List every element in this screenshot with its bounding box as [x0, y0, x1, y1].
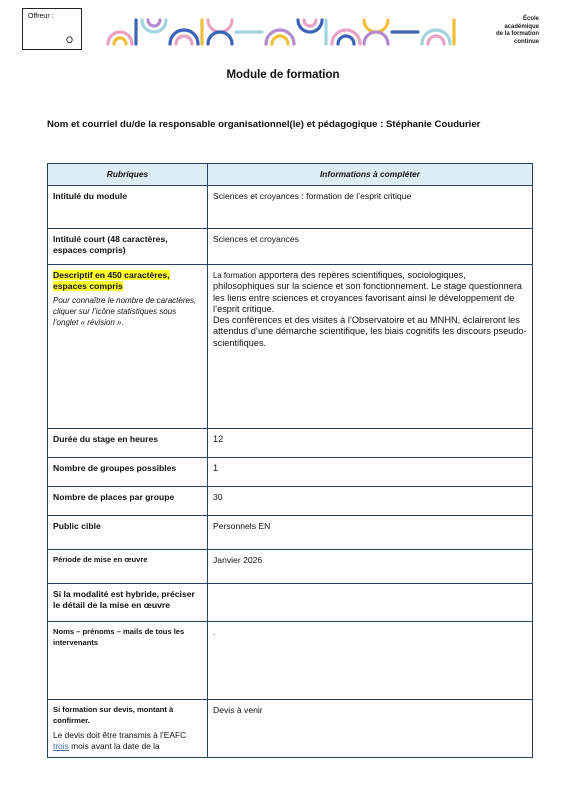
devis-label: Si formation sur devis, montant à confirmer.	[53, 705, 174, 725]
row-label-devis	[48, 700, 208, 758]
header-informations: Informations à compléter	[208, 164, 533, 186]
table-row	[48, 265, 533, 429]
descriptif-text-second: Des conférences et des visites à l’Observatoire et au MNHN, éclaireront les attendus d’une démarche scientifique, les biais cognitifs les discours pseudo-scientifiques.	[213, 315, 527, 348]
school-name	[496, 16, 539, 46]
table-row	[48, 229, 533, 265]
row-label-public: Public cible	[48, 516, 208, 550]
devis-note	[53, 730, 202, 752]
descriptif-label-highlight: Descriptif en 450 caractères, espaces compris	[53, 270, 170, 291]
row-label-intitule-court: Intitulé court (48 caractères, espaces compris)	[48, 229, 208, 265]
row-label-periode: Période de mise en œuvre	[48, 550, 208, 584]
table-row	[48, 487, 533, 516]
responsible-line: Nom et courriel du/de la responsable organisationnel(le) et pédagogique : Stéphanie Coudurier	[47, 119, 481, 130]
school-line: académique	[504, 23, 539, 30]
descriptif-text: apportera des repères scientifiques, sociologiques, philosophiques sur la science et son fonctionnement. Le stage questionnera les liens entre sciences et croyances favorisant ainsi le développement de l’esprit critique.	[213, 270, 523, 314]
row-value-groupes[interactable]: 1	[208, 458, 533, 487]
form-table	[47, 163, 533, 758]
table-row	[48, 516, 533, 550]
row-value-periode[interactable]: Janvier 2026	[208, 550, 533, 584]
row-value-devis[interactable]: Devis à venir	[208, 700, 533, 758]
school-line: continue	[514, 38, 539, 45]
row-label-places: Nombre de places par groupe	[48, 487, 208, 516]
table-header-row	[48, 164, 533, 186]
table-row	[48, 458, 533, 487]
table-row	[48, 700, 533, 758]
devis-note-after: mois avant la date de la	[68, 741, 160, 751]
offreur-value: O	[65, 35, 73, 45]
header-rubriques: Rubriques	[48, 164, 208, 186]
row-label-duree: Durée du stage en heures	[48, 429, 208, 458]
row-value-hybride[interactable]	[208, 584, 533, 622]
row-value-intervenants[interactable]: .	[208, 622, 533, 700]
row-value-intitule-court[interactable]: Sciences et croyances	[208, 229, 533, 265]
page-title: Module de formation	[226, 69, 340, 81]
devis-note-before: Le devis doit être transmis à l’EAFC	[53, 730, 187, 740]
row-value-intitule[interactable]: Sciences et croyances : formation de l’esprit critique	[208, 186, 533, 229]
table-row	[48, 550, 533, 584]
row-label-intitule: Intitulé du module	[48, 186, 208, 229]
table-row	[48, 622, 533, 700]
row-label-intervenants: Noms – prénoms – mails de tous les intervenants	[48, 622, 208, 700]
offreur-box	[22, 8, 82, 50]
table-row	[48, 186, 533, 229]
banner-pattern-icon	[106, 18, 460, 46]
school-line: de la formation	[495, 31, 539, 37]
row-value-places[interactable]: 30	[208, 487, 533, 516]
descriptif-prefix: La formation	[213, 271, 257, 280]
decorative-banner	[106, 18, 460, 46]
row-label-hybride: Si la modalité est hybride, préciser le détail de la mise en œuvre	[48, 584, 208, 622]
table-row	[48, 584, 533, 622]
row-value-descriptif[interactable]	[208, 265, 533, 429]
row-label-descriptif	[48, 265, 208, 429]
table-row	[48, 429, 533, 458]
offreur-label: Offreur :	[28, 13, 54, 20]
row-label-groupes: Nombre de groupes possibles	[48, 458, 208, 487]
school-line: École	[522, 16, 539, 22]
descriptif-note: Pour connaître le nombre de caractères, cliquer sur l’icône statistiques sous l’onglet « révision ».	[53, 296, 197, 327]
row-value-duree[interactable]: 12	[208, 429, 533, 458]
devis-note-link[interactable]: trois	[53, 741, 69, 751]
row-value-public[interactable]: Personnels EN	[208, 516, 533, 550]
